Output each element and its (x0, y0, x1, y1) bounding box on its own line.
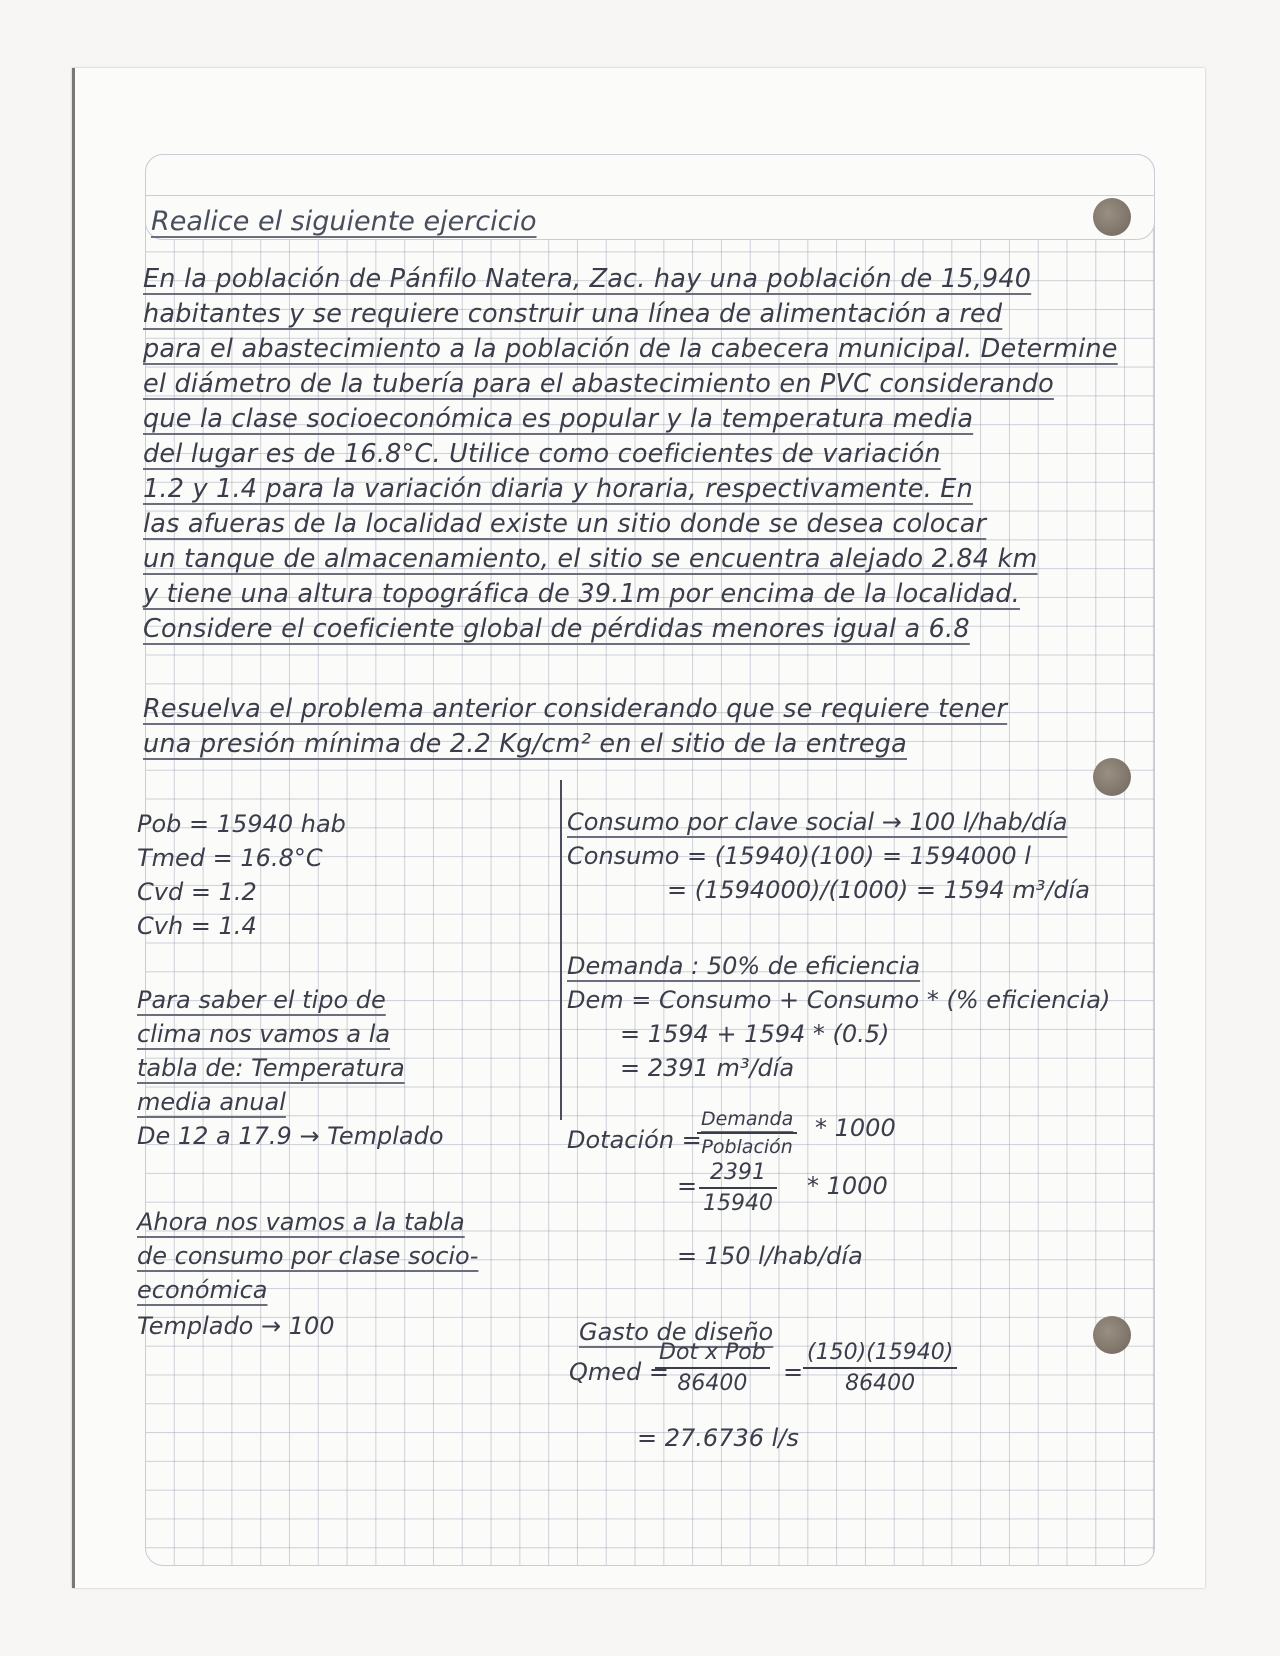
gasto-result: = 27.6736 l/s (637, 1424, 799, 1452)
demanda-line-2: Dem = Consumo + Consumo * (% eficiencia) (567, 986, 1111, 1014)
consumo-line-1: Consumo por clave social → 100 l/hab/día (567, 808, 1068, 836)
notebook-paper (72, 68, 1205, 1588)
gasto-numerator-1: Dot x Pob (655, 1340, 770, 1369)
problem-line-11: Considere el coeficiente global de pérdidas menores igual a 6.8 (143, 614, 970, 644)
dotacion-numerator-2: 2391 (699, 1160, 777, 1189)
dotacion-equals-2: = (677, 1172, 698, 1200)
demanda-line-3: = 1594 + 1594 * (0.5) (620, 1020, 890, 1048)
consumption-line-4: Templado → 100 (137, 1312, 335, 1340)
climate-line-2: clima nos vamos a la (137, 1020, 391, 1048)
binder-hole-middle (1093, 758, 1131, 796)
dotacion-fraction-1 (697, 1108, 797, 1158)
binder-hole-top (1093, 198, 1131, 236)
data-pob: Pob = 15940 hab (137, 810, 346, 838)
consumption-line-1: Ahora nos vamos a la tabla (137, 1208, 465, 1236)
problem-line-5: que la clase socioeconómica es popular y la temperatura media (143, 404, 974, 434)
data-tmed: Tmed = 16.8°C (137, 844, 323, 872)
gasto-fraction-2 (803, 1340, 957, 1396)
dotacion-denominator-2: 15940 (703, 1191, 773, 1216)
consumo-line-3: = (1594000)/(1000) = 1594 m³/día (667, 876, 1091, 904)
dotacion-label: Dotación = (567, 1126, 702, 1154)
problem-line-4: el diámetro de la tubería para el abastecimiento en PVC considerando (143, 369, 1054, 399)
problem-line-9: un tanque de almacenamiento, el sitio se encuentra alejado 2.84 km (143, 544, 1038, 574)
data-cvd: Cvd = 1.2 (137, 878, 257, 906)
consumption-line-3: económica (137, 1276, 268, 1304)
gasto-heading: Gasto de diseño (579, 1318, 774, 1346)
problem-line-3: para el abastecimiento a la población de la cabecera municipal. Determine (143, 334, 1118, 364)
climate-line-3: tabla de: Temperatura (137, 1054, 405, 1082)
gasto-label: Qmed = (569, 1358, 670, 1386)
binder-hole-bottom (1093, 1316, 1131, 1354)
exercise-title: Realice el siguiente ejercicio (151, 206, 537, 237)
problem-line-6: del lugar es de 16.8°C. Utilice como coeficientes de variación (143, 439, 941, 469)
dotacion-times-2: * 1000 (807, 1172, 888, 1200)
dotacion-times-1: * 1000 (815, 1114, 896, 1142)
consumo-line-2: Consumo = (15940)(100) = 1594000 l (567, 842, 1031, 870)
dotacion-denominator-1: Población (701, 1136, 793, 1158)
gasto-denominator-1: 86400 (677, 1371, 748, 1396)
second-problem-line-2: una presión mínima de 2.2 Kg/cm² en el sitio de la entrega (143, 729, 907, 759)
data-cvh: Cvh = 1.4 (137, 912, 257, 940)
problem-line-8: las afueras de la localidad existe un sitio donde se desea colocar (143, 509, 987, 539)
problem-line-2: habitantes y se requiere construir una línea de alimentación a red (143, 299, 1003, 329)
dotacion-result: = 150 l/hab/día (677, 1242, 863, 1270)
second-problem-line-1: Resuelva el problema anterior considerando que se requiere tener (143, 694, 1008, 724)
consumption-line-2: de consumo por clase socio- (137, 1242, 479, 1270)
gasto-fraction-1 (655, 1340, 770, 1396)
column-divider (560, 780, 562, 1120)
gasto-equals: = (783, 1358, 804, 1386)
climate-line-1: Para saber el tipo de (137, 986, 386, 1014)
climate-line-4: media anual (137, 1088, 286, 1116)
problem-line-7: 1.2 y 1.4 para la variación diaria y horaria, respectivamente. En (143, 474, 973, 504)
problem-line-1: En la población de Pánfilo Natera, Zac. hay una población de 15,940 (143, 264, 1032, 294)
gasto-numerator-2: (150)(15940) (803, 1340, 957, 1369)
dotacion-fraction-2 (699, 1160, 777, 1216)
dotacion-numerator-1: Demanda (697, 1108, 797, 1134)
demanda-line-1: Demanda : 50% de eficiencia (567, 952, 921, 980)
gasto-denominator-2: 86400 (845, 1371, 916, 1396)
climate-line-5: De 12 a 17.9 → Templado (137, 1122, 444, 1150)
problem-line-10: y tiene una altura topográfica de 39.1m por encima de la localidad. (143, 579, 1020, 609)
demanda-line-4: = 2391 m³/día (620, 1054, 795, 1082)
